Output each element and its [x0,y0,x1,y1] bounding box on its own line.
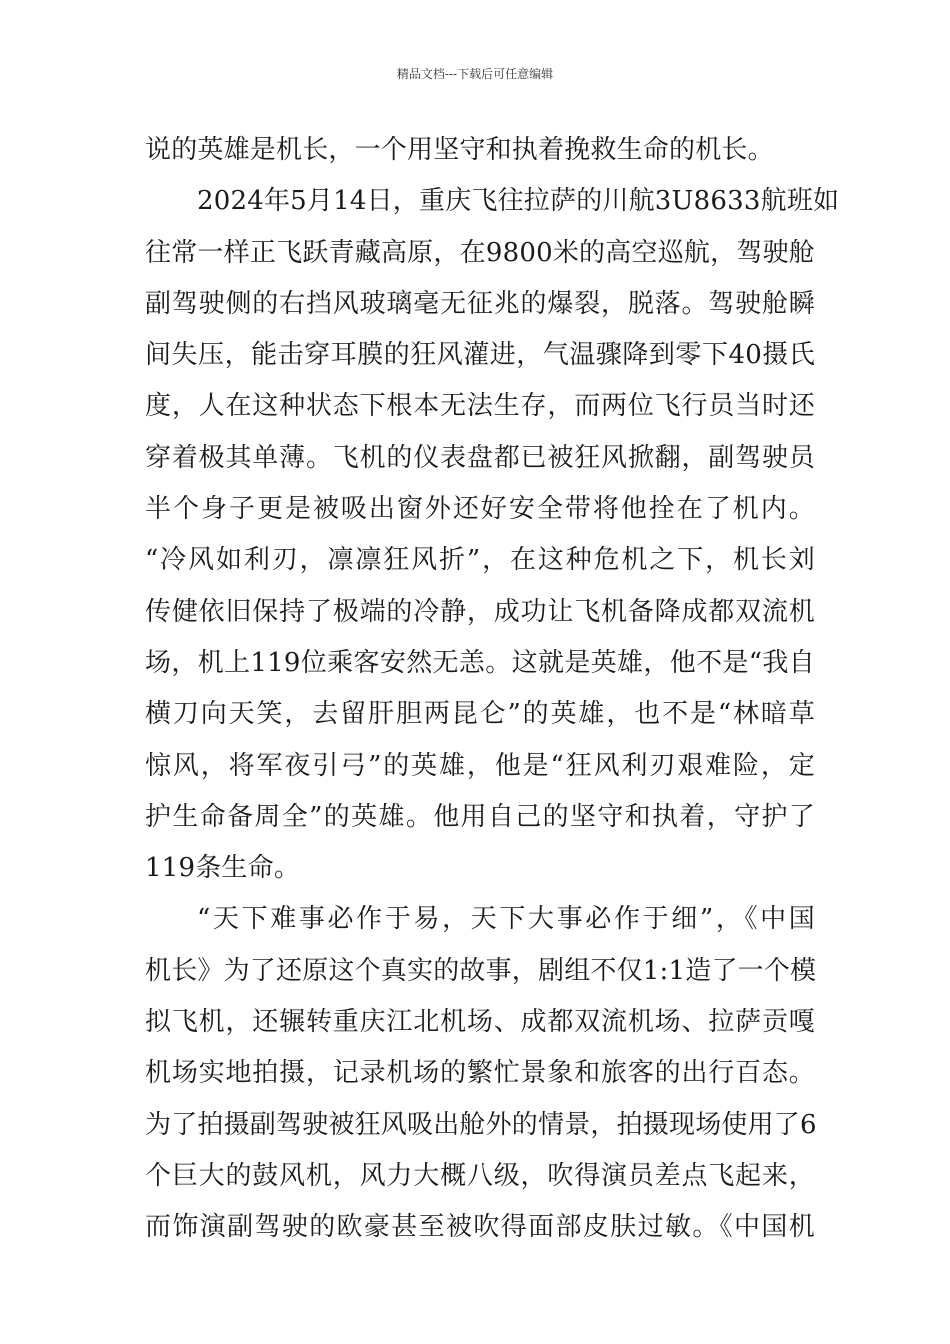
text-line: 半个身子更是被吸出窗外还好安全带将他拴在了机内。 [145,494,815,525]
paragraph-2 [145,176,840,894]
text-line: 副驾驶侧的右挡风玻璃毫无征兆的爆裂，脱落。驾驶舱瞬 [145,288,815,319]
text-line: “冷风如利刃，凛凛狂风折”，在这种危机之下，机长刘 [145,545,815,576]
paragraph-3 [145,894,815,1253]
text-line: 说的英雄是机长，一个用坚守和执着挽救生命的机长。 [145,135,774,165]
text-line: 横刀向天笑，去留肝胆两昆仑”的英雄，也不是“林暗草 [145,699,815,730]
text-line: 拟飞机，还辗转重庆江北机场、成都双流机场、拉萨贡嘎 [145,1007,815,1038]
text-line: 传健依旧保持了极端的冷静，成功让飞机备降成都双流机 [145,596,815,627]
document-body [145,125,840,1254]
text-line: 119条生命。 [145,853,301,884]
text-line: 而饰演副驾驶的欧豪甚至被吹得面部皮肤过敏。《中国机 [145,1212,815,1243]
text-line: 机场实地拍摄，记录机场的繁忙景象和旅客的出行百态。 [145,1058,815,1089]
text-line: 为了拍摄副驾驶被狂风吸出舱外的情景，拍摄现场使用了6 [145,1109,817,1140]
text-line: “天下难事必作于易，天下大事必作于细”，《中国 [197,904,815,935]
text-line: 往常一样正飞跃青藏高原，在9800米的高空巡航，驾驶舱 [145,237,815,268]
text-line: 个巨大的鼓风机，风力大概八级，吹得演员差点飞起来， [145,1160,815,1191]
paragraph-1 [145,125,815,176]
text-line: 度，人在这种状态下根本无法生存，而两位飞行员当时还 [145,391,815,422]
text-line: 场，机上119位乘客安然无恙。这就是英雄，他不是“我自 [145,647,815,678]
text-line: 穿着极其单薄。飞机的仪表盘都已被狂风掀翻，副驾驶员 [145,442,815,473]
text-line: 2024年5月14日，重庆飞往拉萨的川航3U8633航班如 [197,186,840,217]
text-line: 机长》为了还原这个真实的故事，剧组不仅1:1造了一个模 [145,955,817,986]
page-header: 精品文档---下载后可任意编辑 [396,67,554,81]
text-line: 护生命备周全”的英雄。他用自己的坚守和执着，守护了 [145,801,815,832]
text-line: 惊风，将军夜引弓”的英雄，他是“狂风利刃艰难险，定 [145,750,815,781]
text-line: 间失压，能击穿耳膜的狂风灌进，气温骤降到零下40摄氏 [145,340,815,371]
